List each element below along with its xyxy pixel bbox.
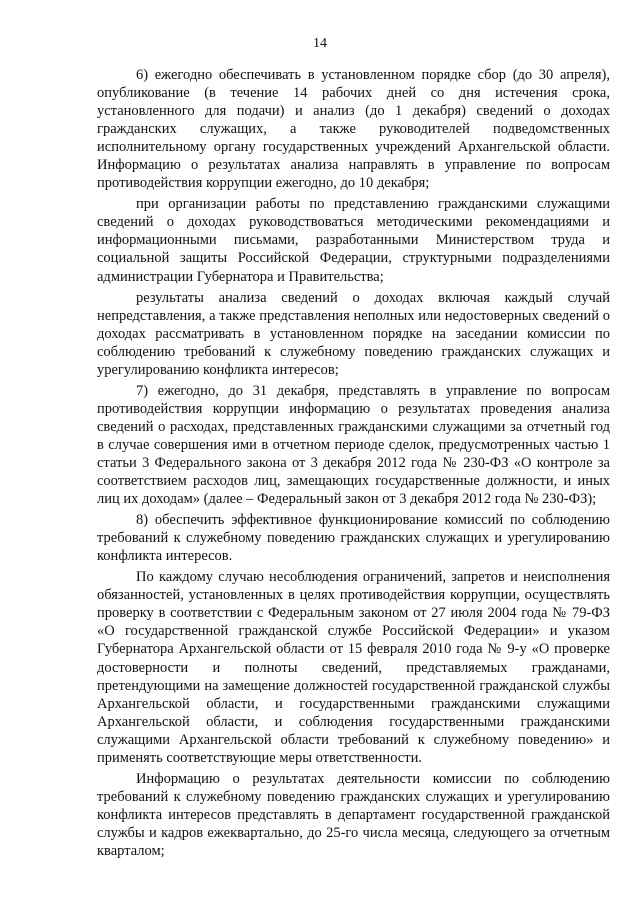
- paragraph-income-reporting-guidance: при организации работы по представлению гражданскими служащими сведений о доходах руководствоваться методическими рекомендациями и информационными письмами, разработанными Министерством труда и социальной защиты Российской Федерации, структурными подразделениями администрации Губернатора и Правительства;: [97, 196, 610, 285]
- document-body: [97, 66, 610, 863]
- paragraph-commission-reporting: Информацию о результатах деятельности комиссии по соблюдению требований к служебному поведению гражданских служащих и урегулированию конфликта интересов представлять в департамент государственной гражданской службы и кадров ежеквартально, до 25-го числа месяца, следующего за отчетным кварталом;: [97, 770, 610, 859]
- paragraph-item-8: 8) обеспечить эффективное функционирование комиссий по соблюдению требований к служебному поведению гражданских служащих и урегулированию конфликта интересов.: [97, 512, 610, 565]
- paragraph-income-analysis-results: результаты анализа сведений о доходах включая каждый случай непредставления, а также представления неполных или недостоверных сведений о доходах рассматривать в установленном порядке на заседании комиссии по соблюдению требований к служебному поведению гражданских служащих и урегулированию конфликта интересов;: [97, 289, 610, 378]
- paragraph-item-7: 7) ежегодно, до 31 декабря, представлять в управление по вопросам противодействия коррупции информацию о результатах проведения анализа сведений о расходах, представленных гражданскими служащими за отчетный год в случае совершения ими в отчетном периоде сделок, предусмотренных частью 1 статьи 3 Федерального закона от 3 декабря 2012 года № 230-ФЗ «О контроле за соответствием расходов лиц, замещающих государственные должности, и иных лиц их доходам» (далее – Федеральный закон от 3 декабря 2012 года № 230-ФЗ);: [97, 382, 610, 508]
- paragraph-violation-checks: По каждому случаю несоблюдения ограничений, запретов и неисполнения обязанностей, установленных в целях противодействия коррупции, осуществлять проверку в соответствии с Федеральным законом от 27 июля 2004 года № 79-ФЗ «О государственной гражданской службе Российской Федерации» и указом Губернатора Архангельской области от 15 февраля 2010 года № 9-у «О проверке достоверности и полноты сведений, представляемых гражданами, претендующими на замещение должностей государственной гражданской службы Архангельской области, и государственными гражданскими служащими Архангельской области, и соблюдения государственными гражданскими служащими Архангельской области требований к служебному поведению» и применять соответствующие меры ответственности.: [97, 569, 610, 766]
- paragraph-item-6: 6) ежегодно обеспечивать в установленном порядке сбор (до 30 апреля), опубликование (в течение 14 рабочих дней со дня истечения срока, установленного для подачи) и анализ (до 1 декабря) сведений о доходах гражданских служащих, а также руководителей подведомственных исполнительному органу государственных учреждений Архангельской области. Информацию о результатах анализа направлять в управление по вопросам противодействия коррупции ежегодно, до 10 декабря;: [97, 67, 610, 192]
- page-number: 14: [313, 36, 327, 51]
